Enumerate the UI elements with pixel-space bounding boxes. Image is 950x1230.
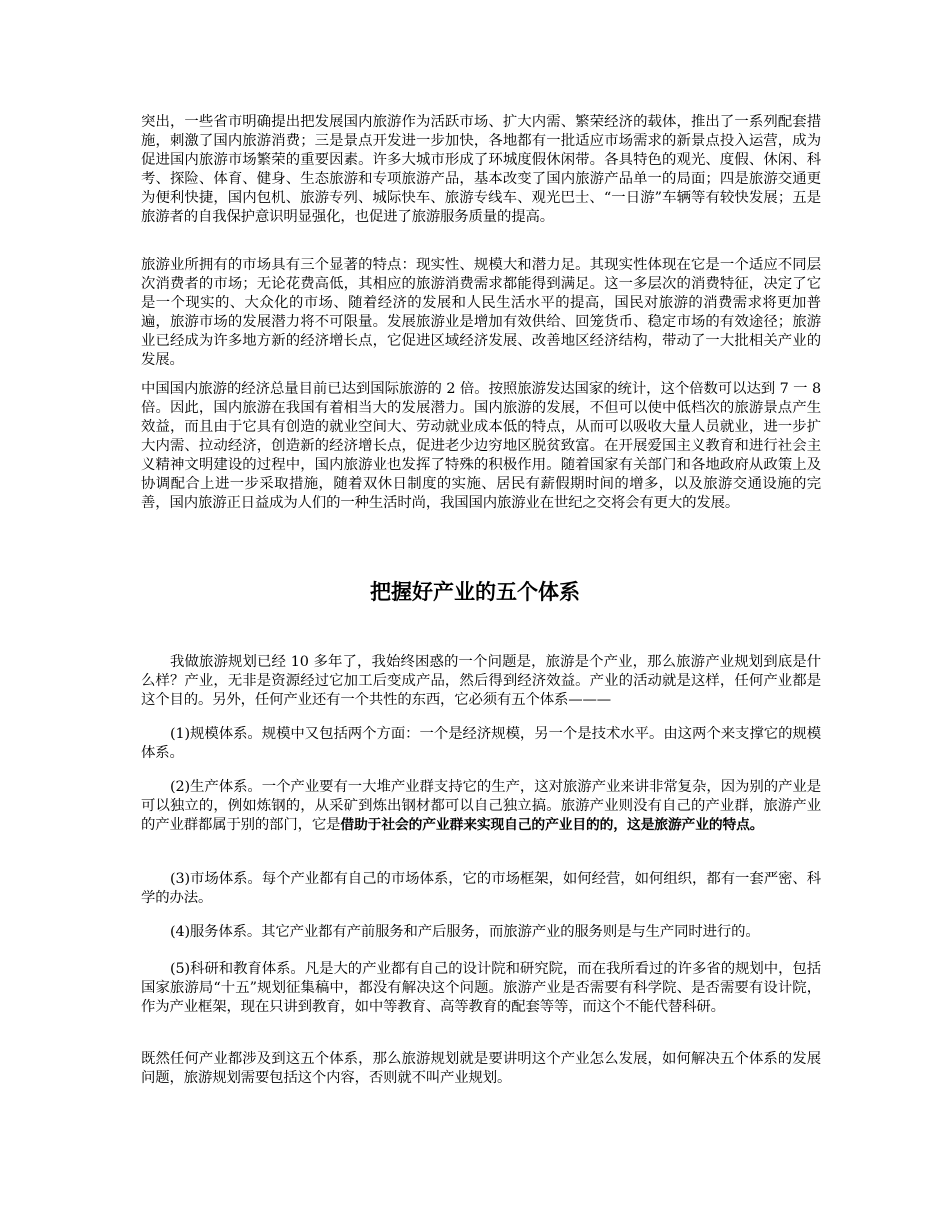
paragraph-domestic-tourism-measures: 突出，一些省市明确提出把发展国内旅游作为活跃市场、扩大内需、繁荣经济的载体，推出了一系列配套措施，刺激了国内旅游消费；三是景点开发进一步加快，各地都有一批适应市场需求的新景点投入运营，成为促进国内旅游市场繁荣的重要因素。许多大城市形成了环城度假休闲带。各具特色的观光、度假、休闲、科考、探险、体育、健身、生态旅游和专项旅游产品，基本改变了国内旅游产品单一的局面；四是旅游交通更为便利快捷，国内包机、旅游专列、城际快车、旅游专线车、观光巴士、“一日游”车辆等有较快发展；五是旅游者的自我保护意识明显强化，也促进了旅游服务质量的提高。 <box>141 114 821 225</box>
paragraph-economic-scale: 中国国内旅游的经济总量目前已达到国际旅游的 2 倍。按照旅游发达国家的统计，这个倍数可以达到 7 一 8 倍。因此，国内旅游在我国有着相当大的发展潜力。国内旅游的发展，不但可以使中低档次的旅游景点产生效益，而且由于它具有创造的就业空间大、劳动就业成本低的特点，从而可以吸收大量人员就业，进一步扩大内需、拉动经济，创造新的经济增长点，促进老少边穷地区脱贫致富。在开展爱国主义教育和进行社会主义精神文明建设的过程中，国内旅游业也发挥了特殊的积极作用。随着国家有关部门和各地政府从政策上及协调配合上进一步采取措施，随着双休日制度的实施、居民有薪假期时间的增多，以及旅游交通设施的完善，国内旅游正日益成为人们的一种生活时尚，我国国内旅游业在世纪之交将会有更大的发展。 <box>141 381 821 511</box>
paragraph-market-system: (3)市场体系。每个产业都有自己的市场体系，它的市场框架，如何经营，如何组织，都有一套严密、科学的办法。 <box>141 871 821 906</box>
paragraph-conclusion: 既然任何产业都涉及到这五个体系，那么旅游规划就是要讲明这个产业怎么发展，如何解决五个体系的发展问题，旅游规划需要包括这个内容，否则就不叫产业规划。 <box>141 1051 821 1086</box>
paragraph-scale-system: (1)规模体系。规模中又包括两个方面：一个是经济规模，另一个是技术水平。由这两个来支撑它的规模体系。 <box>141 726 821 761</box>
production-system-emphasis: 借助于社会的产业群来实现自己的产业目的的，这是旅游产业的特点。 <box>340 817 764 833</box>
section-title: 把握好产业的五个体系 <box>370 580 580 604</box>
production-system-text: (2)生产体系。一个产业要有一大堆产业群支持它的生产，这对旅游产业来讲非常复杂，因为别的产业是可以独立的，例如炼钢的，从采矿到炼出钢材都可以自己独立搞。旅游产业则没有自己的产业群，旅游产业的产业群都属于别的部门，它是 <box>141 779 821 833</box>
paragraph-service-system: (4)服务体系。其它产业都有产前服务和产后服务，而旅游产业的服务则是与生产同时进行的。 <box>170 924 760 940</box>
paragraph-market-features: 旅游业所拥有的市场具有三个显著的特点：现实性、规模大和潜力足。其现实性体现在它是一个适应不同层次消费者的市场；无论花费高低，其相应的旅游消费需求都能得到满足。这一多层次的消费特征，决定了它是一个现实的、大众化的市场、随着经济的发展和人民生活水平的提高，国民对旅游的消费需求将更加普遍，旅游市场的发展潜力将不可限量。发展旅游业是增加有效供给、回笼货币、稳定市场的有效途径；旅游业已经成为许多地方新的经济增长点，它促进区域经济发展、改善地区经济结构，带动了一大批相关产业的发展。 <box>141 257 821 368</box>
paragraph-production-system <box>141 778 821 835</box>
paragraph-research-education-system: (5)科研和教育体系。凡是大的产业都有自己的设计院和研究院，而在我所看过的许多省的规划中，包括国家旅游局“十五”规划征集稿中，都没有解决这个问题。旅游产业是否需要有科学院、是否需要有设计院，作为产业框架，现在只讲到教育，如中等教育、高等教育的配套等等，而这个不能代替科研。 <box>141 961 821 1015</box>
paragraph-intro: 我做旅游规划已经 10 多年了，我始终困惑的一个问题是，旅游是个产业，那么旅游产业规划到底是什么样？产业，无非是资源经过它加工后变成产品，然后得到经济效益。产业的活动就是这样，任何产业都是这个目的。另外，任何产业还有一个共性的东西，它必须有五个体系——— <box>141 654 821 708</box>
